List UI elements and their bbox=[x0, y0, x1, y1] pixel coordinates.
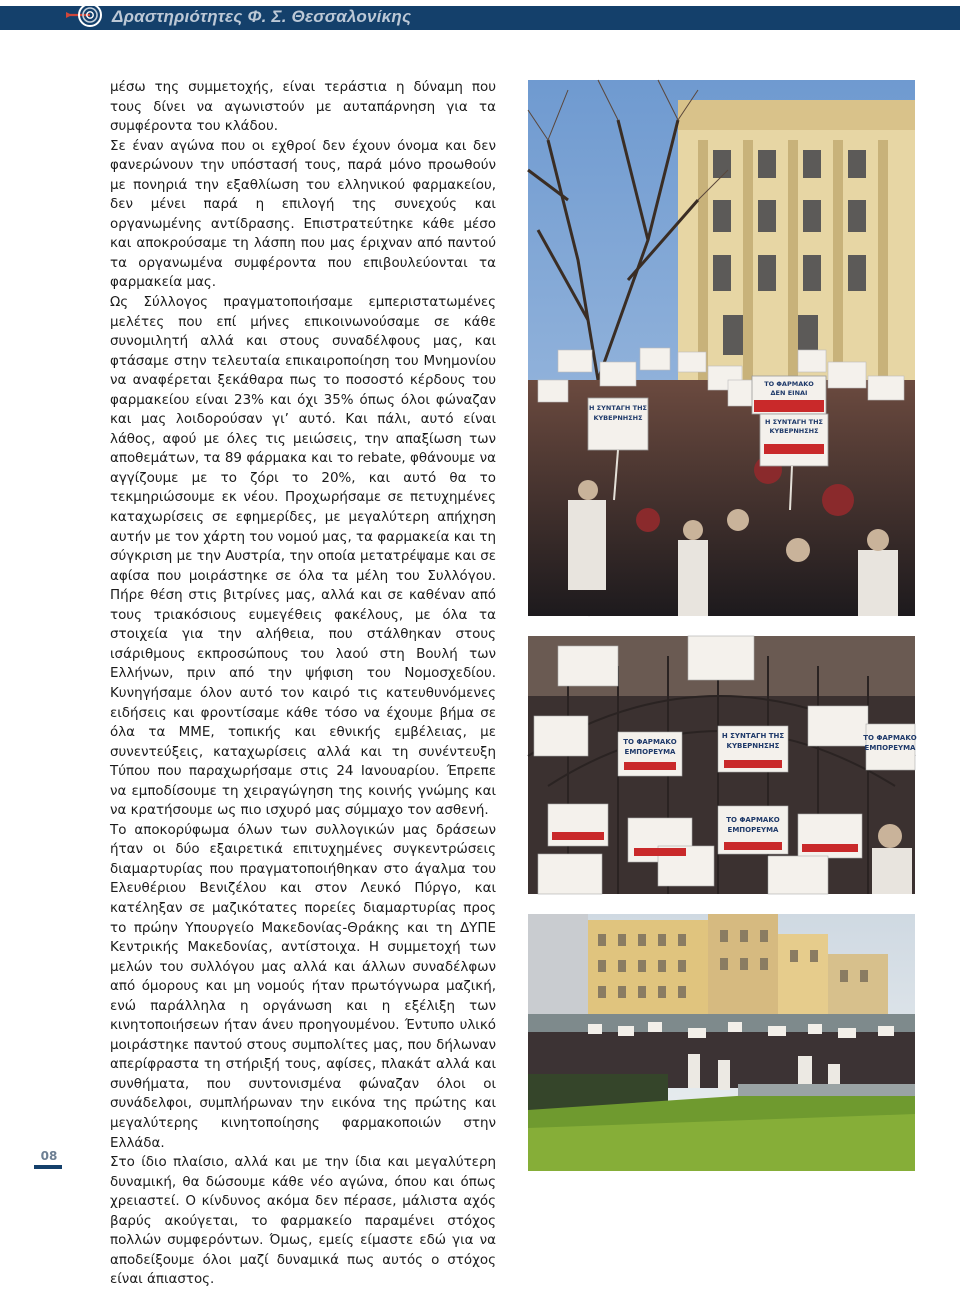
protest-photo-banners-gate bbox=[528, 636, 915, 894]
article-paragraph-1: μέσω της συμμετοχής, είναι τεράστια η δύναμη που τους δίνει να αγωνιστούν με αυταπάρνηση για τα συμφέροντα του κλάδου. bbox=[110, 80, 496, 135]
article-body bbox=[110, 78, 496, 1290]
article-paragraph-4: Το αποκορύφωμα όλων των συλλογικών μας δράσεων ήταν οι δύο εξαιρετικά επιτυχημένες συγκεντρώσεις διαμαρτυρίας που πραγματοποιήθηκαν στο άγαλμα του Ελευθέριου Βενιζέλου και στον Λευκό Πύργο, και κατέληξαν σε μαζικότατες πορείες διαμαρτυρίας προς το πρώην Υπουργείο Μακεδονίας-Θράκης και τη ΔΥΠΕ Κεντρικής Μακεδονίας, αντίστοιχα. Η συμμετοχή των μελών του συλλόγου μας αλλά και άλλων συναδέλφων από όμορους και μη νομούς ήταν πρωτόγνωρα μαζική, ενώ παράλληλα η οργάνωση και η εξέλιξη των κινητοποιήσεων ήταν άνευ προηγουμένου. Έντυπο υλικό μοιράστηκε παντού στους συμπολίτες μας, που δήλωναν απερίφραστα τη στήριξή τους, αφίσες, πλακάτ αλλά και συνθήματα, που συντονισμένα φώναζαν όλοι οι συνάδελφοι, συμπλήρωναν την εικόνα της πρώτης και μεγαλύτερης κινητοποίησης φαρμακοποιών στην Ελλάδα. bbox=[110, 822, 496, 1151]
banner-text: ΔΕΝ ΕΙΝΑΙ bbox=[770, 389, 808, 397]
circular-swirl-logo-icon bbox=[64, 0, 104, 30]
banner-text: Η ΣΥΝΤΑΓΗ ΤΗΣ bbox=[765, 418, 823, 426]
protest-photo-building-crowd bbox=[528, 80, 915, 616]
banner-text: ΚΥΒΕΡΝΗΣΗΣ bbox=[769, 427, 819, 435]
page-number: 08 bbox=[40, 1149, 58, 1163]
banner-text: ΚΥΒΕΡΝΗΣΗΣ bbox=[593, 414, 643, 422]
page-number-underline bbox=[34, 1165, 62, 1169]
article-paragraph-5: Στο ίδιο πλαίσιο, αλλά και με την ίδια και μεγαλύτερη δυναμική, θα δώσουμε κάθε νέο αγώνα, όπου και όπως χρειαστεί. Ο κίνδυνος ακόμα δεν πέρασε, μάλιστα αχός βαρύς ακούγεται, το φαρμακείο παραμένει στόχος πολλών συμφερόντων. Όμως, εμείς είμαστε εδώ για να αποδείξουμε όλοι μαζί δυναμικά πως αυτός ο στόχος είναι άπιαστος. bbox=[110, 1155, 496, 1288]
section-title: Δραστηριότητες Φ. Σ. Θεσσαλονίκης bbox=[112, 7, 412, 26]
banner-text: ΕΜΠΟΡΕΥΜΑ bbox=[624, 748, 676, 756]
banner-text: Η ΣΥΝΤΑΓΗ ΤΗΣ bbox=[589, 404, 647, 412]
protest-photo-city-square bbox=[528, 914, 915, 1171]
banner-text: ΤΟ ΦΑΡΜΑΚΟ bbox=[726, 816, 780, 824]
banner-text: ΕΜΠΟΡΕΥΜΑ bbox=[864, 744, 916, 752]
banner-text: Η ΣΥΝΤΑΓΗ ΤΗΣ bbox=[721, 732, 785, 740]
banner-text: ΤΟ ΦΑΡΜΑΚΟ bbox=[623, 738, 677, 746]
banner-text: ΤΟ ΦΑΡΜΑΚΟ bbox=[764, 380, 814, 388]
banner-text: ΕΜΠΟΡΕΥΜΑ bbox=[727, 826, 779, 834]
banner-text: ΚΥΒΕΡΝΗΣΗΣ bbox=[726, 742, 780, 750]
article-paragraph-3: Ως Σύλλογος πραγματοποιήσαμε εμπεριστατωμένες μελέτες που επί μήνες επικοινωνούσαμε σε κάθε συνομιλητή αλλά και στους συναδέλφους μας, και φτάσαμε στην τελευταία επικαιροποίηση του Μνημονίου να αναφέρεται ξεκάθαρα πως το ποσοστό κέρδους του φαρμακείου είναι 23% και όχι 35% όπως όλοι φώναζαν και μας λοιδορούσαν γι’ αυτό. Και πάλι, αυτό είναι λάθος, αφού με όλες τις μειώσεις, την απαξίωση των αποθεμάτων, τα 89 φάρμακα και το rebate, φθάνουμε να αγγίζουμε με το ζόρι το 20%, και αυτό θα το τεκμηριώσουμε εκ νέου. Προχωρήσαμε σε πετυχημένες καταχωρίσεις σε εφημερίδες, με μεγαλύτερη απήχηση αυτήν με τον χάρτη του νομού μας, τα φαρμακεία και τη σύγκριση με την Αυστρία, την οποία μετατρέψαμε και σε αφίσα που μοιράστηκε σε όλα τα μέλη του Συλλόγου. Πήρε θέση στις βιτρίνες μας, αλλά και σε καθέναν από τους τριακόσιους ευμεγέθεις φακέλους, με όλα τα στοιχεία για την αλήθεια, που στάλθηκαν στους ισάριθμους εκπροσώπους του λαού στη Βουλή των Ελλήνων, πριν από την ψήφιση του Νομοσχεδίου. Κυνηγήσαμε όλον αυτό τον καιρό τις κατευθυνόμενες ειδήσεις και φροντίσαμε κάθε τόσο να έχουμε βήμα σε όλα τα ΜΜΕ, τοπικής και εθνικής εμβέλειας, με συνεντεύξεις, καταχωρίσεις αλλά και τη συνέντευξη Τύπου που παραχωρήσαμε στις 24 Ιανουαρίου. Έπρεπε να εμποδίσουμε τη χειραγώγηση της κοινής γνώμης και να κρατήσουμε ως πιο ισχυρό μας σύμμαχο τον ασθενή. bbox=[110, 295, 496, 819]
banner-text: ΤΟ ΦΑΡΜΑΚΟ bbox=[863, 734, 917, 742]
article-paragraph-2: Σε έναν αγώνα που οι εχθροί δεν έχουν όνομα και δεν φανερώνουν την υπόστασή τους, παρά μόνο προωθούν με πονηριά την εξαθλίωση του ελληνικού φαρμακείου, δεν μένει παρά η επιλογή της συνεχούς και οργανωμένης αντίδρασης. Επιστρατεύτηκε κάθε μέσο και αποκρούσαμε τη λάσπη που μας έριχναν από παντού τα οργανωμένα συμφέροντα που επιβουλεύονται τα φαρμακεία μας. bbox=[110, 138, 496, 291]
